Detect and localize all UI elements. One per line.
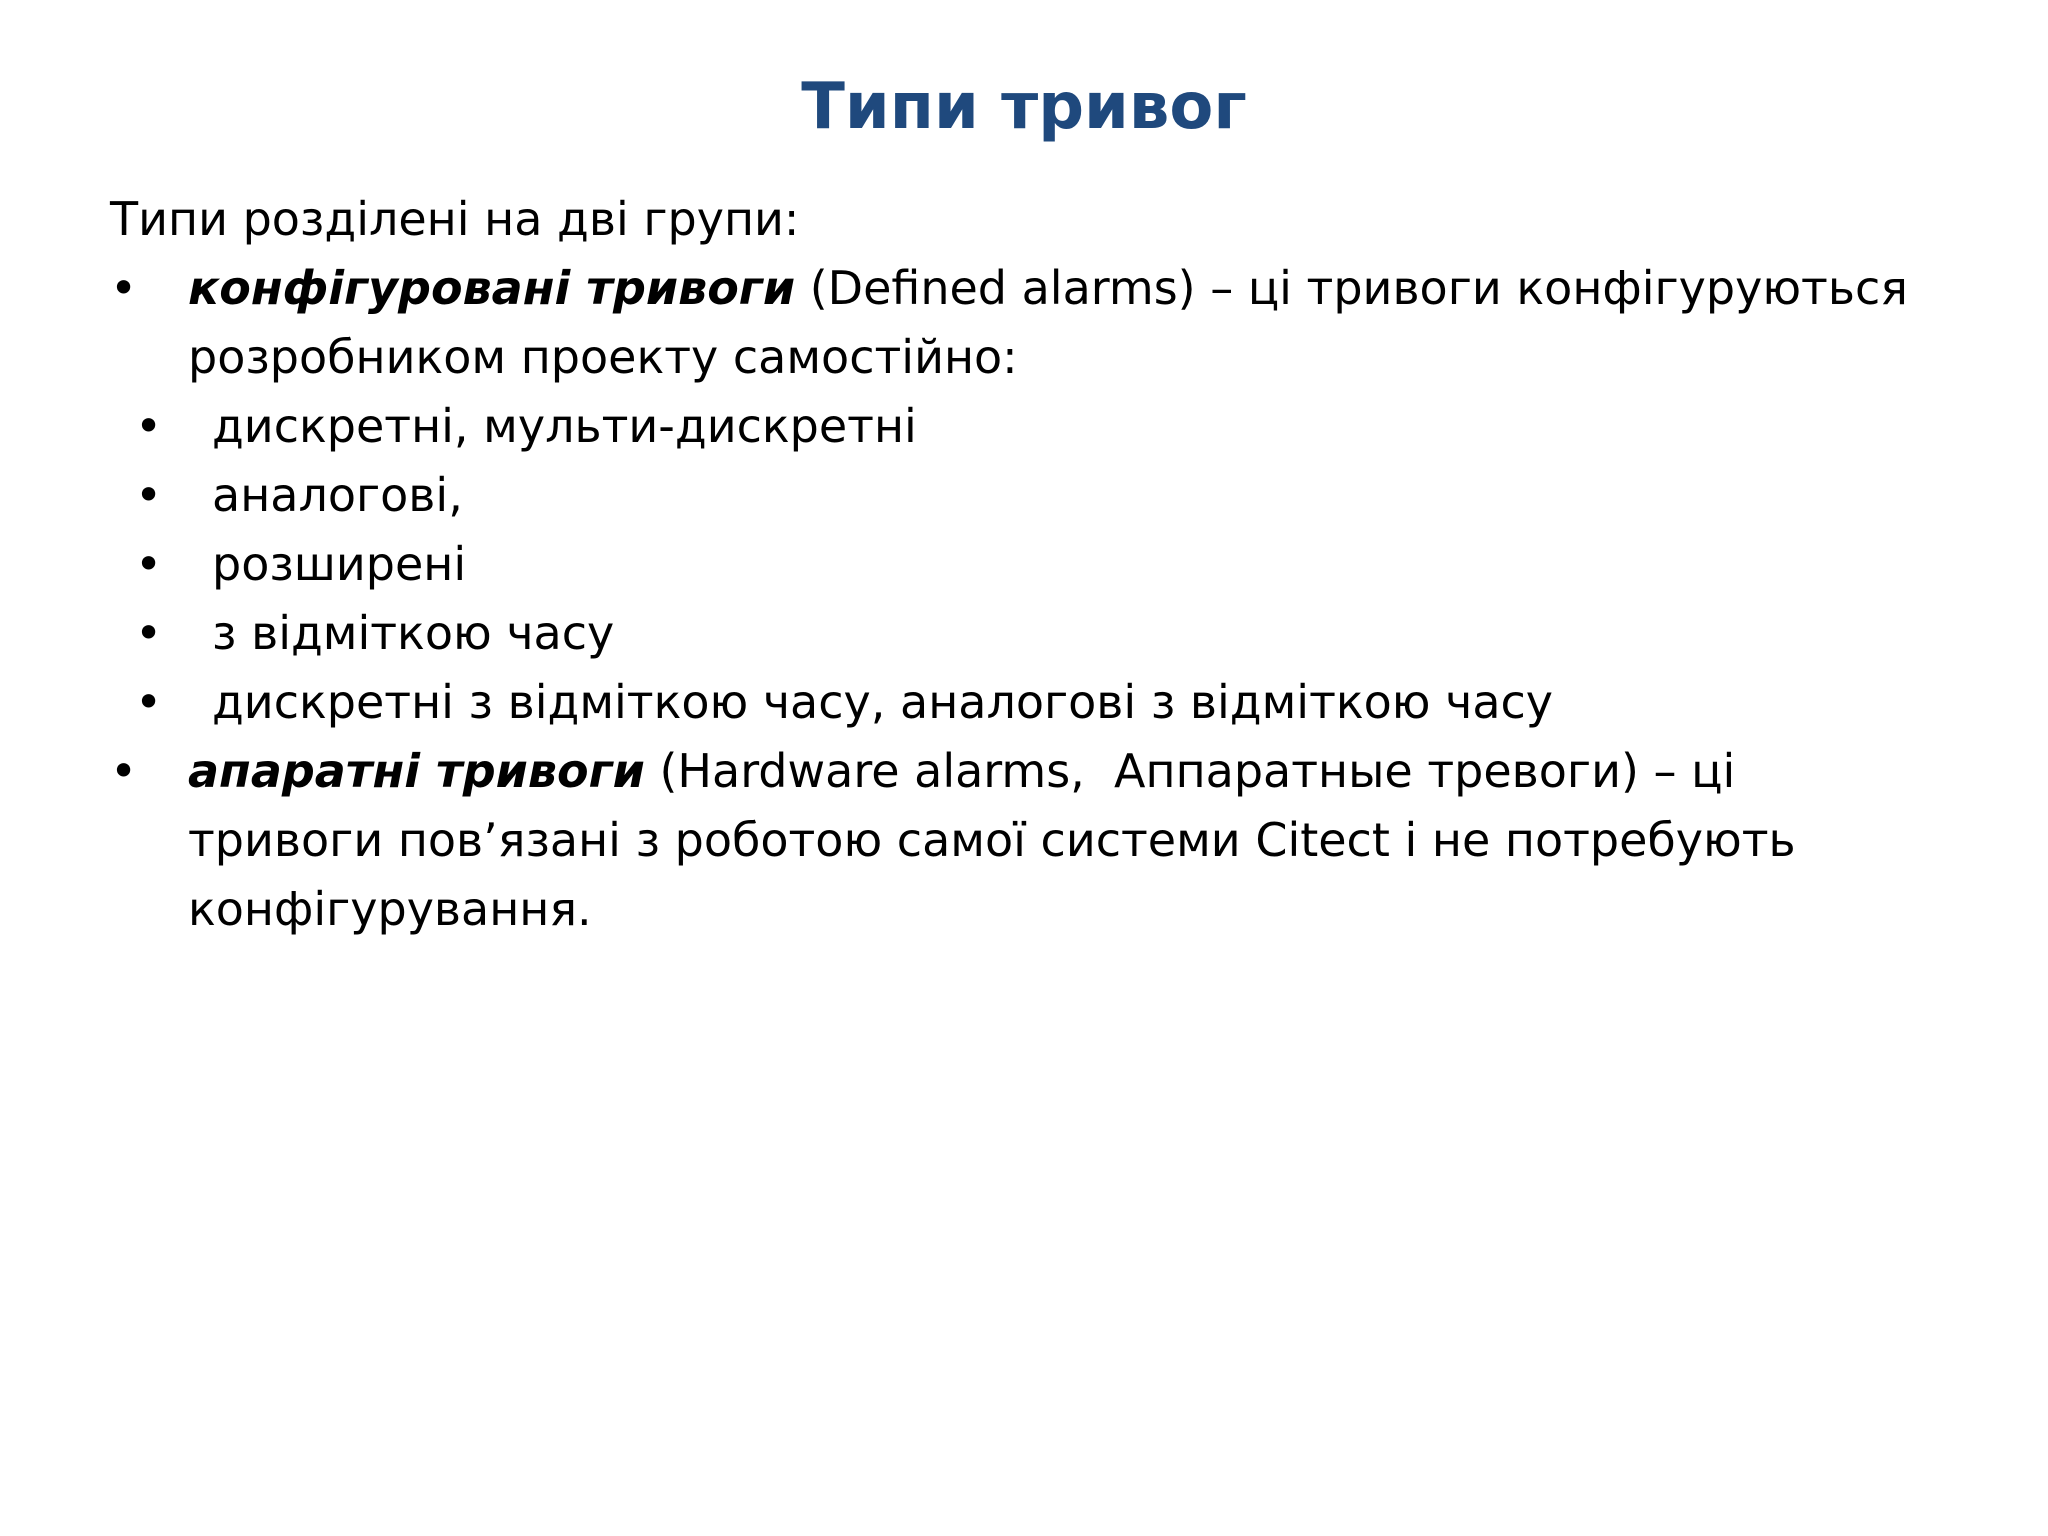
hardware-alarms-description-1: (Hardware alarms, Аппаратные тревоги) – ці xyxy=(644,744,1736,798)
hardware-alarms-line-2: тривоги пов’язані з роботою самої системи Citect і не потребують xyxy=(188,813,1796,867)
slide-body xyxy=(110,185,1950,944)
list-item-subtype xyxy=(110,668,1950,737)
subtype-label: аналогові, xyxy=(212,468,463,522)
intro-text: Типи розділені на дві групи: xyxy=(110,192,800,246)
list-item-subtype xyxy=(110,599,1950,668)
bullet-icon: • xyxy=(135,675,163,729)
hardware-alarms-term: апаратні тривоги xyxy=(188,744,645,798)
defined-alarms-description-1: (Defined alarms) – ці тривоги конфігуруються xyxy=(795,261,1908,315)
list-item-subtype xyxy=(110,461,1950,530)
hardware-alarms-line-1 xyxy=(188,737,1950,806)
defined-alarms-line-2: розробником проекту самостійно: xyxy=(188,330,1018,384)
defined-alarms-subtypes-list xyxy=(110,392,1950,737)
slide-title: Типи тривог xyxy=(801,70,1247,144)
bullet-icon: • xyxy=(110,744,138,798)
list-item-subtype xyxy=(110,530,1950,599)
list-item-subtype xyxy=(110,392,1950,461)
alarm-groups-list xyxy=(110,254,1950,944)
subtype-label: дискретні з відміткою часу, аналогові з відміткою часу xyxy=(212,675,1554,729)
subtype-label: з відміткою часу xyxy=(212,606,615,660)
list-item-defined-alarms xyxy=(110,254,1950,737)
list-item-hardware-alarms xyxy=(110,737,1950,944)
bullet-icon: • xyxy=(135,537,163,591)
subtype-label: дискретні, мульти-дискретні xyxy=(212,399,917,453)
hardware-alarms-line-3: конфігурування. xyxy=(188,882,592,936)
bullet-icon: • xyxy=(135,399,163,453)
defined-alarms-line-1 xyxy=(188,254,1950,323)
bullet-icon: • xyxy=(135,606,163,660)
bullet-icon: • xyxy=(135,468,163,522)
defined-alarms-term: конфігуровані тривоги xyxy=(188,261,796,315)
subtype-label: розширені xyxy=(212,537,467,591)
bullet-icon: • xyxy=(110,261,138,315)
